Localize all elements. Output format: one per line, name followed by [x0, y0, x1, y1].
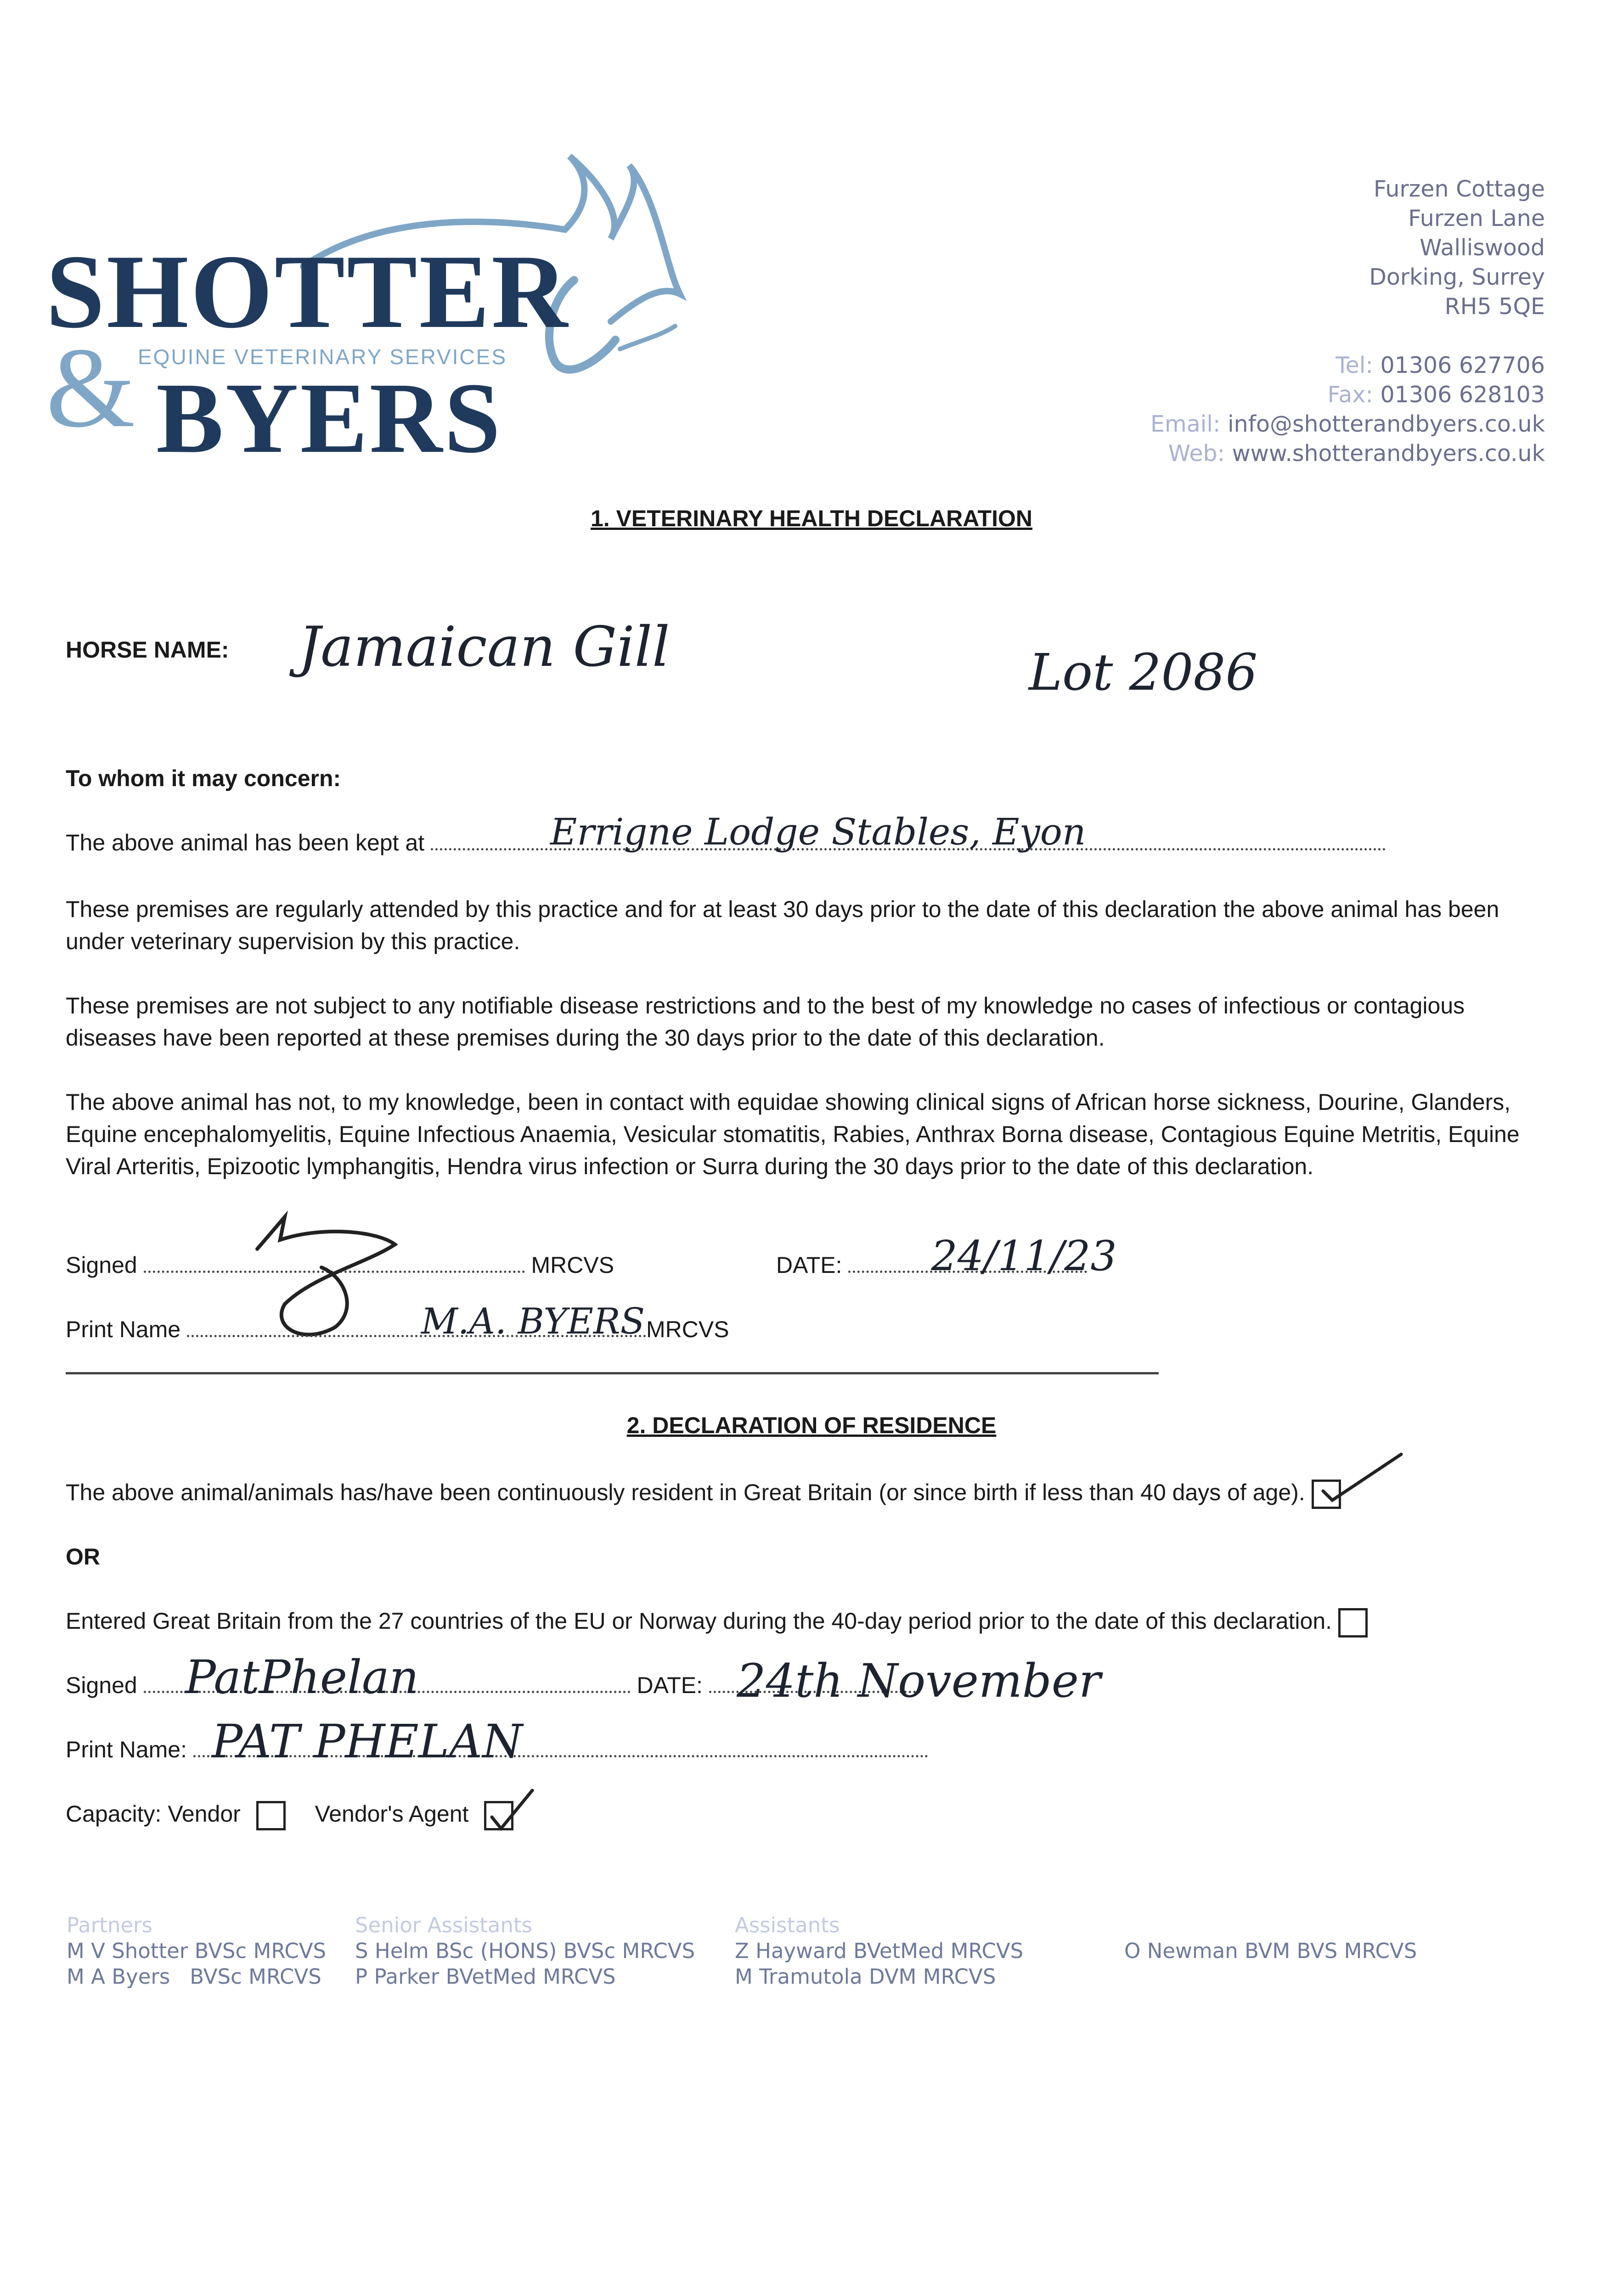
vendor-print-row: Print Name: PAT PHELAN — [66, 1733, 928, 1766]
paragraph-restrictions: These premises are not subject to any notifiable disease restrictions and to the best of my knowledge no cases of infectious or contagious diseases have been reported at these premises during the 30 days prior to the date of this declaration. — [66, 993, 1465, 1051]
horse-name-label: HORSE NAME: — [66, 637, 229, 663]
check-mark-icon — [1319, 1450, 1410, 1505]
vendors-agent-checkbox[interactable] — [484, 1801, 513, 1830]
section1-title: 1. VETERINARY HEALTH DECLARATION — [590, 506, 1033, 531]
logo-ampersand: & — [46, 324, 135, 451]
address-line: Walliswood — [1420, 235, 1545, 261]
vendor-checkbox[interactable] — [256, 1801, 286, 1830]
fax: Fax: 01306 628103 — [1327, 382, 1545, 408]
footer-other: O Newman BVM BVS MRCVS — [1124, 1939, 1417, 1963]
section-divider — [66, 1372, 1159, 1374]
check-mark-icon — [486, 1785, 537, 1835]
paragraph-contact: The above animal has not, to my knowledge, been in contact with equidae showing clinical signs of African horse sickness, Dourine, Glanders, Equine encephalomyelitis, Equine Infectious Anaemia, Vesicular stomatitis, Rabies, Anthrax Borna disease, Contagious Equine Metritis, Equine Viral Arteritis, Epizootic lymphangitis, Hendra virus infection or Surra during the 30 days prior to the date of this declaration. — [66, 1089, 1520, 1179]
address-line: RH5 5QE — [1444, 293, 1545, 320]
website: Web: www.shotterandbyers.co.uk — [1168, 440, 1545, 467]
practice-address — [1040, 174, 1545, 468]
address-line: Dorking, Surrey — [1369, 264, 1545, 290]
footer-senior-assistants: Senior Assistants S Helm BSc (HONS) BVSc MRCVS P Parker BVetMed MRCVS — [355, 1913, 695, 1989]
footer-partners: Partners M V Shotter BVSc MRCVS M A Byers BVSc MRCVS — [67, 1913, 327, 1989]
resident-checkbox[interactable] — [1312, 1480, 1341, 1509]
vet-print-row: Print Name M.A. BYERS MRCVS — [66, 1301, 729, 1342]
footer-assistants: Assistants Z Hayward BVetMed MRCVS M Tramutola DVM MRCVS — [735, 1913, 1024, 1989]
vet-print-value: M.A. BYERS — [421, 1301, 645, 1342]
telephone: Tel: 01306 627706 — [1336, 352, 1545, 378]
address-line: Furzen Cottage — [1373, 176, 1545, 202]
section2-title: 2. DECLARATION OF RESIDENCE — [626, 1412, 997, 1438]
kept-at-line: The above animal has been kept at Errigne Lodge Stables, Eyon — [66, 827, 1453, 859]
horse-name-value: Jamaican Gill — [299, 615, 670, 679]
logo-word-byers: BYERS — [156, 362, 502, 474]
resident-statement: The above animal/animals has/have been continuously resident in Great Britain (or since birth if less than 40 days of age). — [66, 1476, 1558, 1509]
entered-statement: Entered Great Britain from the 27 countries of the EU or Norway during the 40-day period prior to the date of this declaration. — [66, 1605, 1558, 1638]
vet-date-row: DATE: 24/11/23 — [776, 1232, 1117, 1280]
paragraph-supervision: These premises are regularly attended by this practice and for at least 30 days prior to the date of this declaration the above animal has been under veterinary supervision by this practice. — [66, 896, 1499, 954]
or-label: OR — [66, 1544, 100, 1570]
lot-number: Lot 2086 — [1029, 643, 1258, 702]
vendor-print-value: PAT PHELAN — [211, 1715, 523, 1768]
practice-logo — [46, 147, 698, 474]
address-line: Furzen Lane — [1408, 205, 1545, 231]
vet-signed-row: Signed MRCVS — [66, 1252, 614, 1278]
email: Email: info@shotterandbyers.co.uk — [1150, 411, 1545, 437]
concern-heading: To whom it may concern: — [66, 765, 341, 791]
logo-word-shotter: SHOTTER — [46, 233, 570, 350]
logo-tagline: EQUINE VETERINARY SERVICES — [138, 345, 507, 369]
entered-checkbox[interactable] — [1338, 1608, 1368, 1638]
vendor-signed-row: Signed PatPhelan DATE: 24th November — [66, 1650, 1101, 1708]
vet-date-value: 24/11/23 — [931, 1232, 1117, 1280]
kept-at-value: Errigne Lodge Stables, Eyon — [550, 810, 1086, 853]
vendor-signature: PatPhelan — [185, 1650, 419, 1704]
capacity-row: Capacity: Vendor Vendor's Agent — [66, 1798, 513, 1830]
vendor-date-value: 24th November — [736, 1654, 1101, 1708]
